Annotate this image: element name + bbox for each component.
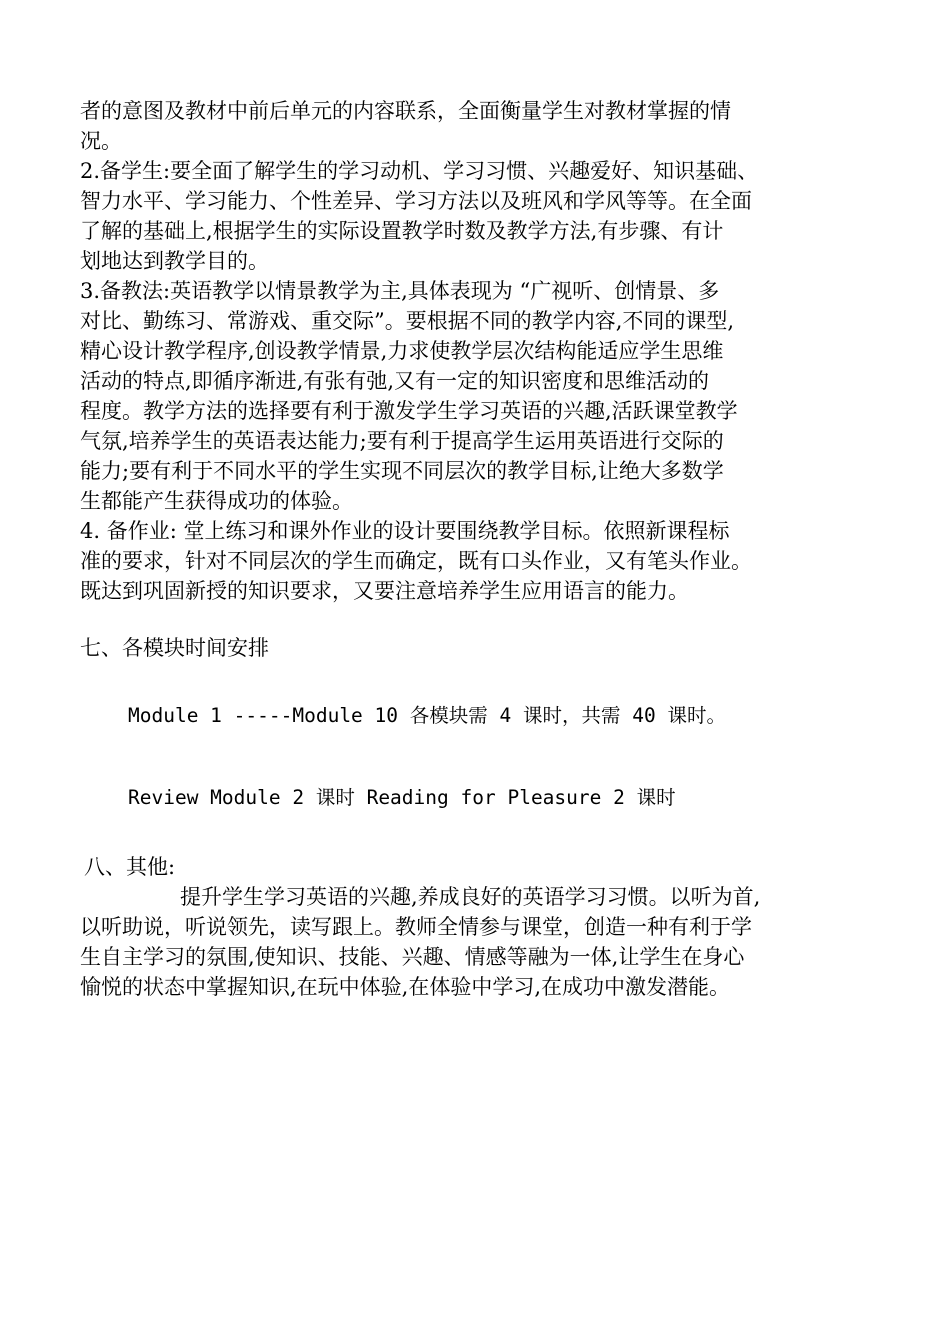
text-line: 精心设计教学程序,创设教学情景,力求使教学层次结构能适应学生思维 <box>80 339 724 363</box>
text-line: 愉悦的状态中掌握知识,在玩中体验,在体验中学习,在成功中激发潜能。 <box>80 975 731 999</box>
text-line: 对比、勤练习、常游戏、重交际”。要根据不同的教学内容,不同的课型, <box>80 309 735 333</box>
text-line: 4. 备作业: 堂上练习和课外作业的设计要围绕教学目标。依照新课程标 <box>80 519 730 543</box>
text-line: 3.备教法:英语教学以情景教学为主,具体表现为 “广视听、创情景、多 <box>80 279 720 303</box>
text-line: 智力水平、学习能力、个性差异、学习方法以及班风和学风等等。在全面 <box>80 189 752 213</box>
section-heading: 八、其他: <box>84 855 176 879</box>
text-line: 气氛,培养学生的英语表达能力;要有利于提高学生运用英语进行交际的 <box>80 429 724 453</box>
text-line: 况。 <box>80 129 122 153</box>
text-line: 了解的基础上,根据学生的实际设置教学时数及教学方法,有步骤、有计 <box>80 219 724 243</box>
section-heading: 七、各模块时间安排 <box>80 636 269 660</box>
review-schedule-line: Review Module 2 课时 Reading for Pleasure 2 课时 <box>128 786 676 809</box>
text-line: 活动的特点,即循序渐进,有张有弛,又有一定的知识密度和思维活动的 <box>80 369 710 393</box>
text-line: 划地达到教学目的。 <box>80 249 269 273</box>
text-line: 2.备学生:要全面了解学生的学习动机、学习习惯、兴趣爱好、知识基础、 <box>80 159 759 183</box>
text-line: 生都能产生获得成功的体验。 <box>80 489 353 513</box>
text-line: 准的要求，针对不同层次的学生而确定，既有口头作业，又有笔头作业。 <box>80 549 752 573</box>
modules-schedule-line: Module 1 -----Module 10 各模块需 4 课时，共需 40 课时。 <box>128 704 726 727</box>
text-line: 以听助说，听说领先，读写跟上。教师全情参与课堂，创造一种有利于学 <box>80 915 752 939</box>
text-line: 程度。教学方法的选择要有利于激发学生学习英语的兴趣,活跃课堂教学 <box>80 399 738 423</box>
text-line: 能力;要有利于不同水平的学生实现不同层次的教学目标,让绝大多数学 <box>80 459 724 483</box>
text-line: 既达到巩固新授的知识要求，又要注意培养学生应用语言的能力。 <box>80 579 689 603</box>
text-line: 生自主学习的氛围,使知识、技能、兴趣、情感等融为一体,让学生在身心 <box>80 945 745 969</box>
text-line: 提升学生学习英语的兴趣,养成良好的英语学习习惯。以听为首, <box>180 885 761 909</box>
text-line: 者的意图及教材中前后单元的内容联系，全面衡量学生对教材掌握的情 <box>80 99 731 123</box>
